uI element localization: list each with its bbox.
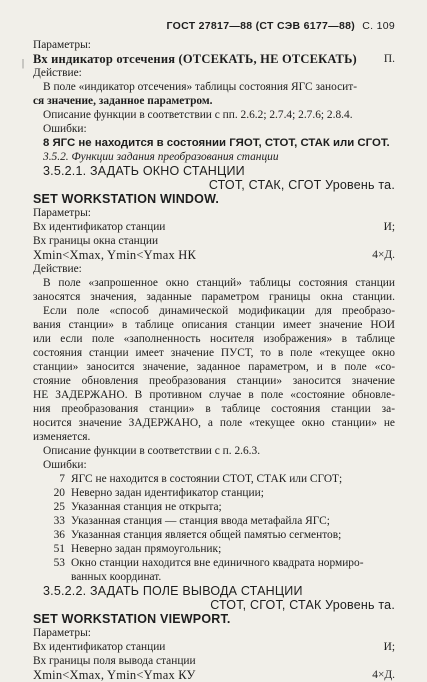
document-body — [33, 38, 395, 682]
error-text: Указанная станция является общей памятью сегментов; — [71, 529, 342, 541]
action-line: В поле «индикатор отсечения» таблицы состояния ЯГС заносит- — [43, 81, 358, 93]
paragraph-line: носится значение ЗАДЕРЖАНО, а поле «текущее окно станции» не — [33, 417, 395, 429]
error-text: Неверно задан идентификатор станции; — [71, 487, 264, 499]
action-label: Действие: — [33, 67, 82, 79]
error-line — [33, 556, 395, 570]
param-type: П. — [383, 53, 395, 65]
paragraph-line: или если поле «заполненность носителя изображения» в таблице — [33, 333, 395, 345]
action-line: ся значение, заданное параметром. — [33, 95, 213, 107]
paragraph-line: станции» заносится значение, заданное параметром, и в поле «со- — [33, 361, 395, 373]
error-code: 20 — [53, 487, 65, 499]
paragraph-line: В поле «запрошенное окно станций» таблицы состояния станции — [43, 277, 395, 289]
page-header — [167, 20, 396, 32]
description-line: Описание функции в соответствии с п. 2.6.3. — [43, 445, 261, 457]
function-states: СТОТ, СТАК, СГОТ Уровень та. — [208, 178, 395, 192]
param-type: И; — [383, 641, 395, 653]
error-line: 8 ЯГС не находится в состоянии ГЯОТ, СТОТ, СТАК или СГОТ. — [43, 137, 390, 149]
errors-label: Ошибки: — [43, 123, 87, 135]
error-line — [33, 472, 395, 486]
params-label: Параметры: — [33, 39, 91, 51]
param-text: Вх индикатор отсечения (ОТСЕКАТЬ, НЕ ОТСЕКАТЬ) — [33, 52, 357, 66]
param-row — [33, 668, 395, 682]
standard-number: ГОСТ 27817—88 (СТ СЭВ 6177—88) — [166, 20, 356, 32]
param-text: Вх идентификатор станции — [33, 221, 166, 233]
function-heading: 3.5.2.1. ЗАДАТЬ ОКНО СТАНЦИИ — [43, 164, 245, 178]
paragraph-line: Если поле «способ динамической модификации для преобразо- — [43, 305, 395, 317]
param-type: 4×Д. — [372, 669, 395, 681]
param-row — [33, 640, 395, 654]
param-text: Вх границы поля вывода станции — [33, 655, 196, 667]
error-line — [33, 528, 395, 542]
param-text: Вх идентификатор станции — [33, 641, 166, 653]
error-code: 33 — [53, 515, 65, 527]
paragraph-line: изменяется. — [33, 431, 91, 443]
error-text: Указанная станция — станция ввода метафайла ЯГС; — [71, 515, 330, 527]
error-text: Указанная станция не открыта; — [71, 501, 222, 513]
error-code: 7 — [59, 473, 65, 485]
error-continuation: ванных координат. — [71, 571, 162, 583]
function-heading: 3.5.2.2. ЗАДАТЬ ПОЛЕ ВЫВОДА СТАНЦИИ — [43, 584, 303, 598]
function-name: SET WORKSTATION VIEWPORT. — [33, 612, 231, 626]
errors-label: Ошибки: — [43, 459, 87, 471]
param-text: Xmin<Xmax, Ymin<Ymax НК — [33, 248, 197, 262]
action-label: Действие: — [33, 263, 82, 275]
params-label: Параметры: — [33, 207, 91, 219]
param-type: И; — [383, 221, 395, 233]
error-code: 53 — [53, 557, 65, 569]
error-line — [33, 514, 395, 528]
params-label: Параметры: — [33, 627, 91, 639]
param-type: 4×Д. — [372, 249, 395, 261]
paragraph-line: вания станции» в таблице описания станции имеет значение НОИ — [33, 319, 395, 331]
paragraph-line: стояние обновления преобразования станции» заносится значение — [33, 375, 395, 387]
error-code: 51 — [53, 543, 65, 555]
error-text: ЯГС не находится в состоянии СТОТ, СТАК или СГОТ; — [71, 473, 343, 485]
param-text: Xmin<Xmax, Ymin<Ymax КУ — [33, 668, 196, 682]
description-line: Описание функции в соответствии с пп. 2.6.2; 2.7.4; 2.7.6; 2.8.4. — [43, 109, 353, 121]
param-text: Вх границы окна станции — [33, 235, 159, 247]
error-text: Неверно задан прямоугольник; — [71, 543, 222, 555]
error-code: 25 — [53, 501, 65, 513]
paragraph-line: состояния станции имеет значение ПУСТ, то в поле «текущее окно — [33, 347, 395, 359]
error-code: 36 — [53, 529, 65, 541]
paragraph-line: заносятся значения, заданные параметром границы окна станции. — [33, 291, 395, 303]
error-line — [33, 542, 395, 556]
paragraph-line: ния преобразования станции» в таблице состояния станции за- — [33, 403, 395, 415]
function-name: SET WORKSTATION WINDOW. — [33, 192, 220, 206]
param-clip-indicator — [33, 52, 395, 66]
param-row — [33, 248, 395, 262]
param-row — [33, 220, 395, 234]
function-states: СТОТ, СГОТ, СТАК Уровень та. — [210, 598, 395, 612]
error-text: Окно станции находится вне единичного квадрата нормиро- — [71, 557, 364, 569]
section-heading: 3.5.2. Функции задания преобразования станции — [43, 151, 279, 163]
margin-mark: | — [22, 58, 25, 69]
error-line — [33, 500, 395, 514]
page-number: С. 109 — [362, 20, 395, 32]
error-line — [33, 486, 395, 500]
paragraph-line: НЕ ЗАДЕРЖАНО. В противном случае в поле «состояние обновле- — [33, 389, 395, 401]
